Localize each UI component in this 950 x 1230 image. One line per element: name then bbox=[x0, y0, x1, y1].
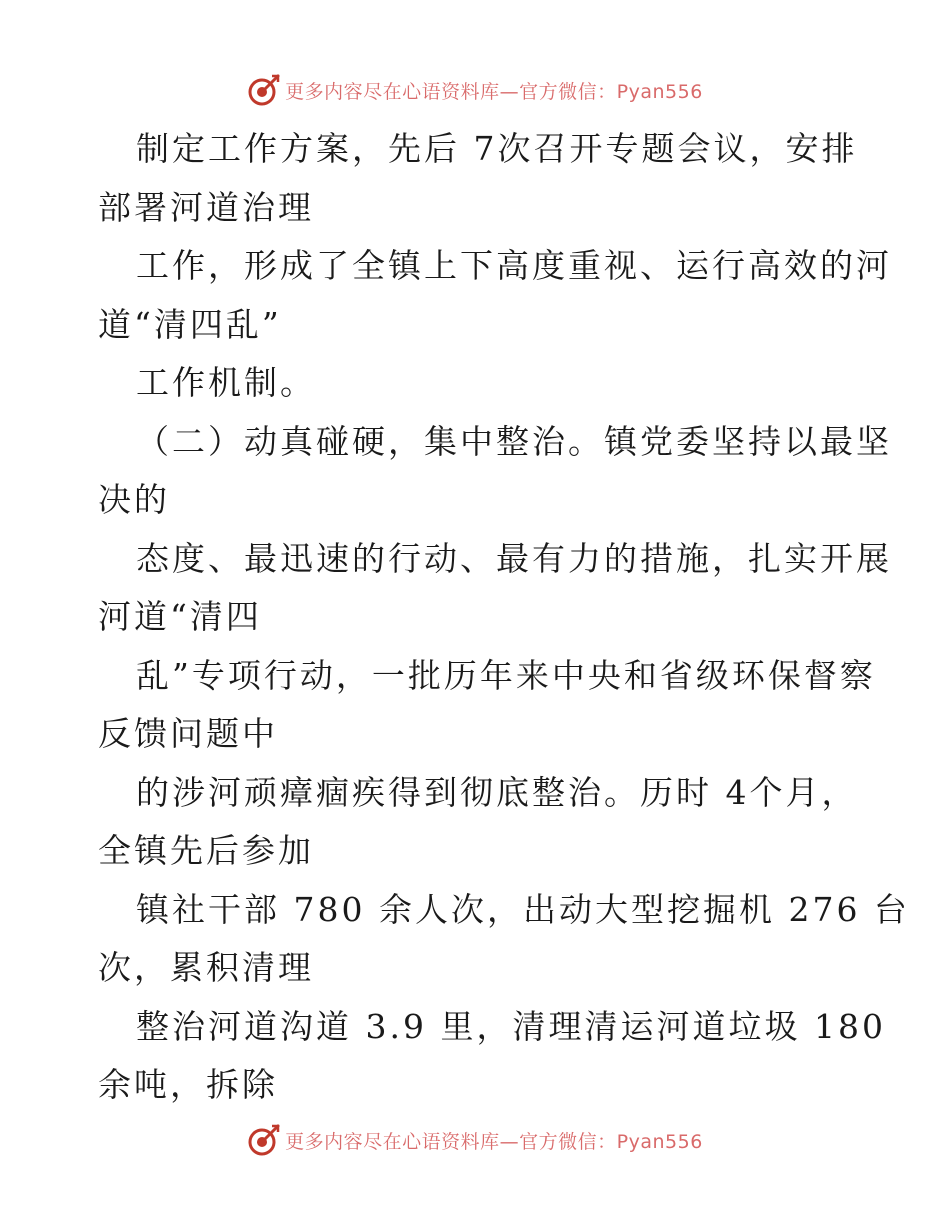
paragraph-line: 河道“清四 bbox=[98, 597, 262, 636]
paragraph-line: 决的 bbox=[98, 480, 170, 519]
paragraph-line: 反馈问题中 bbox=[98, 714, 278, 753]
paragraph-line: 镇社干部 780 余人次，出动大型挖掘机 276 台 bbox=[136, 889, 910, 929]
paragraph-line: 道“清四乱” bbox=[98, 304, 282, 344]
paragraph-line: 余吨，拆除 bbox=[98, 1065, 278, 1104]
paragraph-line: 工作机制。 bbox=[136, 363, 316, 402]
paragraph-line: 的涉河顽瘴痼疾得到彻底整治。历时 4个月， bbox=[136, 772, 858, 812]
paragraph-line: 全镇先后参加 bbox=[98, 831, 314, 870]
paragraph-line: 次，累积清理 bbox=[98, 948, 314, 987]
document-body bbox=[98, 120, 910, 1115]
footer-banner-text: 更多内容尽在心语资料库—官方微信：Pyan556 bbox=[285, 1130, 703, 1153]
logo-icon bbox=[247, 1123, 281, 1157]
paragraph-line: 部署河道治理 bbox=[98, 187, 314, 227]
paragraph-line: 整治河道沟道 3.9 里，清理清运河道垃圾 180 bbox=[136, 1006, 886, 1046]
paragraph-line: （二）动真碰硬，集中整治。镇党委坚持以最坚 bbox=[136, 421, 892, 461]
header-watermark-banner bbox=[0, 70, 950, 110]
logo-icon bbox=[247, 73, 281, 107]
footer-watermark-banner bbox=[0, 1120, 950, 1160]
paragraph-line: 制定工作方案，先后 7次召开专题会议，安排 bbox=[136, 129, 858, 168]
header-banner-text: 更多内容尽在心语资料库—官方微信：Pyan556 bbox=[285, 80, 703, 103]
paragraph-line: 乱”专项行动，一批历年来中央和省级环保督察 bbox=[136, 655, 876, 695]
paragraph-line: 工作，形成了全镇上下高度重视、运行高效的河 bbox=[136, 246, 892, 285]
paragraph-line: 态度、最迅速的行动、最有力的措施，扎实开展 bbox=[136, 538, 892, 578]
